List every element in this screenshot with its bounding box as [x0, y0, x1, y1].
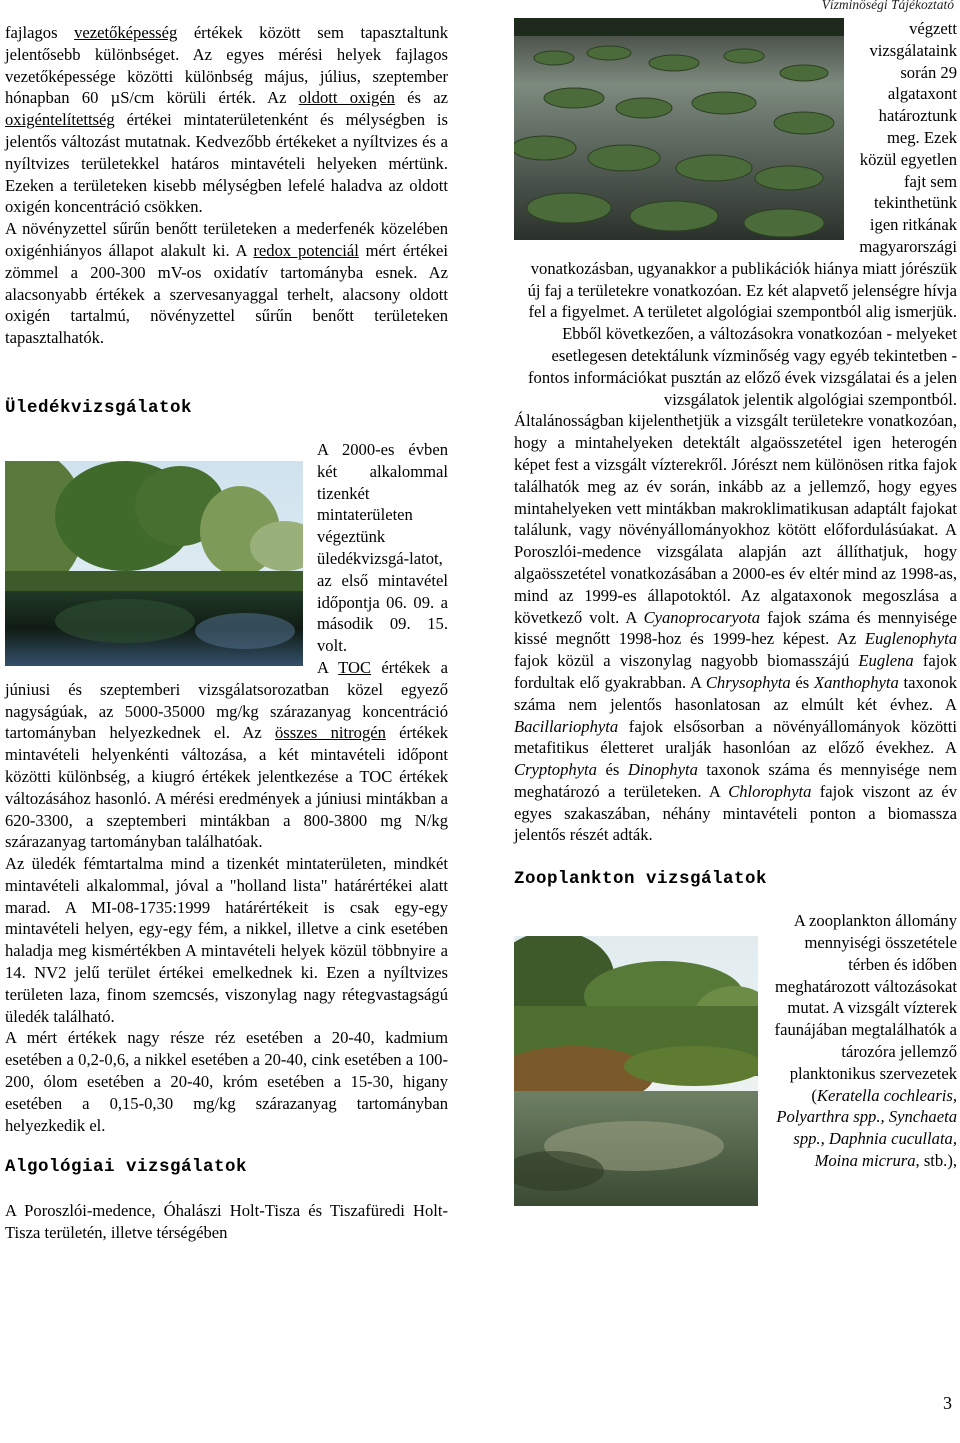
paragraph-algae-taxa: végzett vizsgálataink során 29 algataxont határoztunk meg. Ezek közül egyetlen fajt sem tekinthetünk igen ritkának magyarországi vonatkozásban, ugyanakkor a publikációk hiánya miatt jórészük új faj a területekre vonatkozóan. Ez két alapvető jelenségre hívja fel a figyelmet. A területet algológiai szempontból alig ismerjük. Ebből következően, a változásokra vonatkozóan - melyeket esetlegesen detektálunk vízminőség vagy egyéb tekintetben - fontos információkat pusztán az előző évek vizsgálatai és a jelen vizsgálatok jelentik algológiai szempontból. — [527, 19, 957, 409]
link-oxygen-saturation[interactable]: oxigéntelítettség — [5, 110, 115, 130]
paragraph-redox: A növényzettel sűrűn benőtt területeken a mederfenék közelében oxigénhiányos állapot alakult ki. A redox potenciál mért értékei zömmel a 200-300 mV-os oxidatív tartományba esnek. Az alacsonyabb értékek a szervesanyaggal terhelt, alacsony oldott oxigén tartalmú, növényzettel sűrűn benőtt területeken tapasztalhatók. — [5, 219, 448, 348]
heading-algology: Algológiai vizsgálatok — [5, 1157, 248, 1178]
photo-pond-trees — [5, 461, 303, 666]
paragraph-algae-composition: Általánosságban kijelenthetjük a vizsgált területekre vonatkozóan, hogy a mintahelyeken detektált algaösszetétel igen heterogén képet fest a vizsgált vízterekről. Jórészt nem különösen ritka fajok találhatók meg az év során, inkább az a jellemző, hogy egyes mintahelyeken vett mintákban makroklimatikusan adaptált fajokat találunk, vagy növényállományokhoz kötött előfordulásúakat. A Poroszlói-medence vizsgálata alapján azt állíthatjuk, hogy algaösszetétel vonatkozásában a 2000-es év eltér mind az 1998-as, mind az 1999-es állapotoktól. Az algataxonok megoszlása a következő volt. A Cyanoprocaryota fajok száma és mennyisége kissé megnőtt 1998-hoz és 1999-hez képest. Az Euglenophyta fajok közül a viszonylag nagyobb biomasszájú Euglena fajok fordultak elő gyakrabban. A Chrysophyta és Xanthophyta taxonok száma nem jelentős hasonlatosan az elmúlt két évhez. A Bacillariophyta fajok elsősorban a növényállományok közötti metafitikus életteret uralják hasonlóan az előző évekhez. A Cryptophyta és Dinophyta taxonok száma és mennyisége nem meghatározó a területeken. A Chlorophyta fajok viszont az év egyes szakaszában, néhány mintavételi ponton a biomassza jelentős részét adták. — [514, 411, 958, 845]
photo-water-lilies — [514, 18, 844, 240]
zooplankton-section — [514, 910, 957, 1172]
running-header: Vízminőségi Tájékoztató — [821, 0, 954, 12]
link-toc[interactable]: TOC — [338, 657, 372, 677]
page-number: 3 — [943, 1393, 952, 1413]
paragraph-sediment-intro: A 2000-es évben két alkalommal tizenkét mintaterületen végeztünk üledékvizsgá-latot, az első mintavétel időpontja 06. 09. a második 09. 15. volt. — [317, 439, 448, 656]
sediment-section — [5, 439, 448, 1137]
heading-zooplankton: Zooplankton vizsgálatok — [514, 869, 768, 890]
species-list: Keratella cochlearis, Polyarthra spp., Synchaeta spp., Daphnia cucullata, Moina micrura — [776, 1085, 957, 1171]
paragraph-zooplankton: A zooplankton állomány mennyiségi összetétele térben és időben meghatározott változásokat mutat. A vizsgált vízterek faunájában megtalálhatók a tározóra jellemző planktonikus szervezetek (Keratella cochlearis, Polyarthra spp., Synchaeta spp., Daphnia cucullata, Moina micrura, stb.), — [774, 911, 957, 1171]
heading-sediment: Üledékvizsgálatok — [5, 397, 193, 418]
link-redox-potential[interactable]: redox potenciál — [253, 240, 359, 260]
paragraph-metal-content: Az üledék fémtartalma mind a tizenkét mintaterületen, mindkét mintavételi alkalommal, jóval a "holland lista" határértékei alatt marad. A MI-08-1735:1999 határértékeit is csak egy-egy mintavételi helyen, egy-egy fém, a nikkel, illetve a cink esetében haladja meg kismértékben A mintavételi helyek közül többnyire a 14. NV2 jelű terület értékei emelkednek ki. Ezen a nyíltvizes területen laza, finom szemcsés, viszonylag nagy rétegvastagságú üledék található. — [5, 854, 448, 1026]
paragraph-conductivity: fajlagos vezetőképesség értékek között sem tapasztaltunk jelentősebb különbséget. Az egyes mérési helyek fajlagos vezetőképessége közötti különbség május, július, szeptember hónapban 60 µS/cm körüli érték. Az oldott oxigén és az oxigéntelítettség értékei mintaterületenként és mélységben is jelentős változást mutatnak. Kedvezőbb értékeket a nyíltvizes és a nyíltvizes területekkel határos mintavételi helyeken mértünk. Ezeken a területeken kisebb mélységben lefelé haladva az oldott oxigén koncentráció csökken. — [5, 23, 449, 217]
paragraph-toc: A TOC értékek a júniusi és szeptemberi vizsgálatsorozatban közel egyező nagyságúak, az 5000-35000 mg/kg szárazanyag koncentráció tartományban helyezkednek el. Az összes nitrogén értékek mintavételi helyenkénti változása, a két mintavételi időpont közötti különbség, a kiugró értékek jelentkezése a TOC értékek változásához hasonló. A mérési eredmények a júniusi mintákban a 620-3300, a szeptemberi mintákban a 800-3800 mg N/kg szárazanyag tartományban találhatóak. — [5, 657, 448, 852]
right-column — [514, 18, 957, 1206]
paragraph-algology-intro: A Poroszlói-medence, Óhalászi Holt-Tisza és Tiszafüredi Holt-Tisza területén, illetve térségében — [5, 1201, 448, 1243]
paragraph-metal-ranges: A mért értékek nagy része réz esetében a 20-40, kadmium esetében a 0,2-0,6, a nikkel esetében a 20-40, cink esetében a 100-200, ólom esetében a 20-40, króm esetében a 15-30, higany esetében a 0,15-0,30 mg/kg szárazanyag tartományban helyezkedik el. — [5, 1028, 448, 1135]
left-column — [5, 22, 448, 1244]
link-dissolved-oxygen[interactable]: oldott oxigén — [298, 88, 395, 108]
photo-river-bank — [514, 936, 758, 1206]
link-conductivity[interactable]: vezetőképesség — [74, 23, 178, 42]
link-total-nitrogen[interactable]: összes nitrogén — [274, 723, 386, 743]
